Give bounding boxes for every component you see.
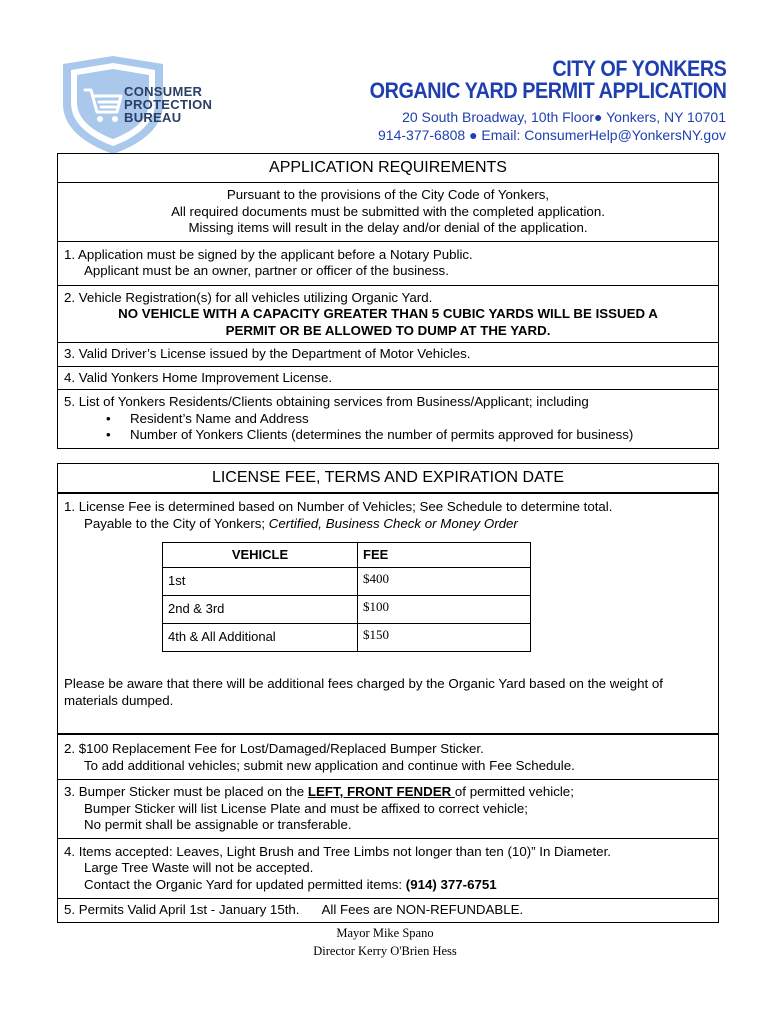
intro-line-2: All required documents must be submitted with the completed application. (171, 203, 605, 219)
fee-2-line-1: 2. $100 Replacement Fee for Lost/Damaged/Replaced Bumper Sticker. (64, 741, 484, 756)
fee-cell: $400 (358, 568, 531, 596)
requirement-2-line-1: 2. Vehicle Registration(s) for all vehicles utilizing Organic Yard. (64, 289, 433, 305)
city-title: CITY OF YONKERS (551, 56, 726, 81)
additional-fees-note: Please be aware that there will be additional fees charged by the Organic Yard based on the weight of materials dumped. (64, 676, 663, 708)
requirement-item-4: 4. Valid Yonkers Home Improvement License. (58, 367, 718, 391)
table-row (163, 624, 531, 652)
fees-heading: LICENSE FEE, TERMS AND EXPIRATION DATE (58, 464, 718, 494)
non-refundable-notice: All Fees are NON-REFUNDABLE. (321, 902, 524, 917)
sticker-placement-text: 3. Bumper Sticker must be placed on the (64, 784, 308, 799)
fee-cell: $100 (358, 596, 531, 624)
fee-item-4 (58, 839, 718, 900)
fees-box (57, 463, 719, 923)
requirements-intro (58, 183, 718, 242)
fee-1-line-2 (64, 516, 712, 533)
requirement-5-bullets (64, 411, 712, 444)
fee-3-line-1 (64, 784, 712, 801)
permit-validity: 5. Permits Valid April 1st - January 15th. (64, 902, 300, 917)
requirement-item-3: 3. Valid Driver’s License issued by the Department of Motor Vehicles. (58, 343, 718, 367)
title-block (330, 58, 726, 144)
fee-table-header (163, 543, 531, 568)
fee-column-header: FEE (358, 543, 531, 568)
signatures-footer (0, 924, 770, 960)
capacity-warning-line-1: NO VEHICLE WITH A CAPACITY GREATER THAN 5 CUBIC YARDS WILL BE ISSUED A (118, 306, 658, 321)
vehicle-cell: 2nd & 3rd (163, 596, 358, 624)
fee-3-line-3: No permit shall be assignable or transferable. (84, 817, 352, 832)
vehicle-cell: 1st (163, 568, 358, 596)
fee-cell: $150 (358, 624, 531, 652)
contact-yard-text: Contact the Organic Yard for updated permitted items: (84, 876, 406, 892)
requirement-item-5 (58, 390, 718, 448)
table-row (163, 568, 531, 596)
page-header (0, 0, 770, 152)
intro-line-1: Pursuant to the provisions of the City Code of Yonkers, (226, 187, 550, 202)
vehicle-column-header: VEHICLE (163, 543, 358, 568)
fee-schedule-table (162, 542, 531, 652)
payable-to: Payable to the City of Yonkers; (84, 515, 269, 531)
phone-email[interactable]: 914-377-6808 ● Email: ConsumerHelp@YonkersNY.gov (378, 127, 726, 143)
requirement-item-1 (58, 242, 718, 286)
fee-4-line-1: 4. Items accepted: Leaves, Light Brush and Tree Limbs not longer than ten (10)” In Diameter. (64, 843, 611, 859)
director-name: Director Kerry O'Brien Hess (313, 944, 457, 958)
fee-3-line-2: Bumper Sticker will list License Plate and must be affixed to correct vehicle; (84, 800, 528, 816)
fee-item-1 (58, 494, 718, 735)
address: 20 South Broadway, 10th Floor● Yonkers, NY 10701 (402, 109, 726, 125)
requirements-heading: APPLICATION REQUIREMENTS (58, 154, 718, 183)
requirement-1-line-1: 1. Application must be signed by the applicant before a Notary Public. (64, 246, 473, 262)
bullet-client-count: • Number of Yonkers Clients (determines the number of permits approved for business) (106, 427, 712, 444)
fee-1-line-1: 1. License Fee is determined based on Number of Vehicles; See Schedule to determine total. (64, 499, 613, 514)
payment-methods: Certified, Business Check or Money Order (268, 515, 518, 531)
vehicle-cell: 4th & All Additional (163, 624, 358, 652)
fee-item-5 (58, 899, 718, 922)
form-title: ORGANIC YARD PERMIT APPLICATION (369, 78, 726, 103)
requirement-5-line-1: 5. List of Yonkers Residents/Clients obtaining services from Business/Applicant; including (64, 394, 589, 409)
table-row (163, 596, 531, 624)
logo-line-1: CONSUMER (124, 84, 203, 99)
requirement-item-2 (58, 286, 718, 344)
requirement-1-line-2: Applicant must be an owner, partner or officer of the business. (84, 263, 449, 278)
fee-item-3 (58, 780, 718, 839)
intro-line-3: Missing items will result in the delay and/or denial of the application. (188, 220, 588, 235)
logo-line-2: PROTECTION (124, 97, 213, 112)
fee-4-line-3 (64, 877, 712, 894)
sticker-placement-suffix: of permitted vehicle; (454, 784, 574, 799)
requirements-box (57, 153, 719, 449)
capacity-warning-line-2: PERMIT OR BE ALLOWED TO DUMP AT THE YARD. (225, 322, 551, 338)
fee-2-line-2: To add additional vehicles; submit new application and continue with Fee Schedule. (84, 757, 575, 773)
logo-line-3: BUREAU (124, 110, 182, 125)
left-front-fender: LEFT, FRONT FENDER (307, 784, 455, 799)
bullet-resident-name: • Resident’s Name and Address (106, 411, 712, 428)
yard-phone: (914) 377-6751 (405, 876, 497, 892)
mayor-name: Mayor Mike Spano (336, 926, 434, 940)
fee-4-line-2: Large Tree Waste will not be accepted. (84, 860, 314, 875)
fee-item-2 (58, 735, 718, 780)
bureau-logo-text (124, 85, 212, 124)
contact-info (330, 108, 726, 144)
